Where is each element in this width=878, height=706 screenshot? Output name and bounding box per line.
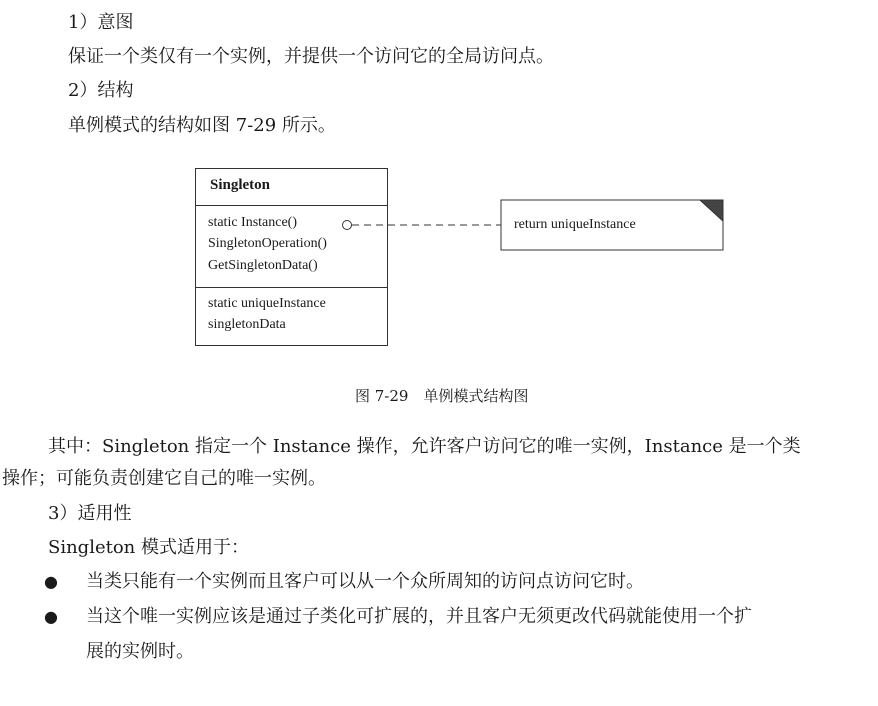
connector-circle <box>343 221 352 230</box>
intent-text: 保证一个类仅有一个实例，并提供一个访问它的全局访问点。 <box>68 46 554 67</box>
structure-heading: 2）结构 <box>68 80 134 101</box>
figure-caption: 图 7-29 单例模式结构图 <box>355 387 529 405</box>
class-divider-1 <box>196 205 387 206</box>
attribute-singleton-data: singletonData <box>208 317 286 332</box>
operation-singleton-operation: SingletonOperation() <box>208 236 327 251</box>
class-divider-2 <box>196 287 387 288</box>
note-connector <box>338 215 508 235</box>
description-line-1: 其中：Singleton 指定一个 Instance 操作，允许客户访问它的唯一实例，Instance 是一个类 <box>48 436 801 457</box>
attribute-unique-instance: static uniqueInstance <box>208 296 326 311</box>
bullet-item-2-line-2: 展的实例时。 <box>86 641 194 662</box>
intent-heading: 1）意图 <box>68 12 134 33</box>
applicability-heading: 3）适用性 <box>48 503 132 524</box>
bullet-icon: ● <box>44 572 58 591</box>
structure-text: 单例模式的结构如图 7-29 所示。 <box>68 115 336 136</box>
operation-instance: static Instance() <box>208 215 298 230</box>
class-name: Singleton <box>210 177 271 193</box>
bullet-item-1: 当类只能有一个实例而且客户可以从一个众所周知的访问点访问它时。 <box>86 571 644 592</box>
description-line-2: 操作；可能负责创建它自己的唯一实例。 <box>2 468 326 489</box>
applicability-intro: Singleton 模式适用于： <box>48 537 249 558</box>
operation-get-singleton-data: GetSingletonData() <box>208 258 318 273</box>
note-text: return uniqueInstance <box>514 217 636 232</box>
bullet-icon: ● <box>44 607 58 626</box>
bullet-item-2-line-1: 当这个唯一实例应该是通过子类化可扩展的，并且客户无须更改代码就能使用一个扩 <box>86 606 752 627</box>
